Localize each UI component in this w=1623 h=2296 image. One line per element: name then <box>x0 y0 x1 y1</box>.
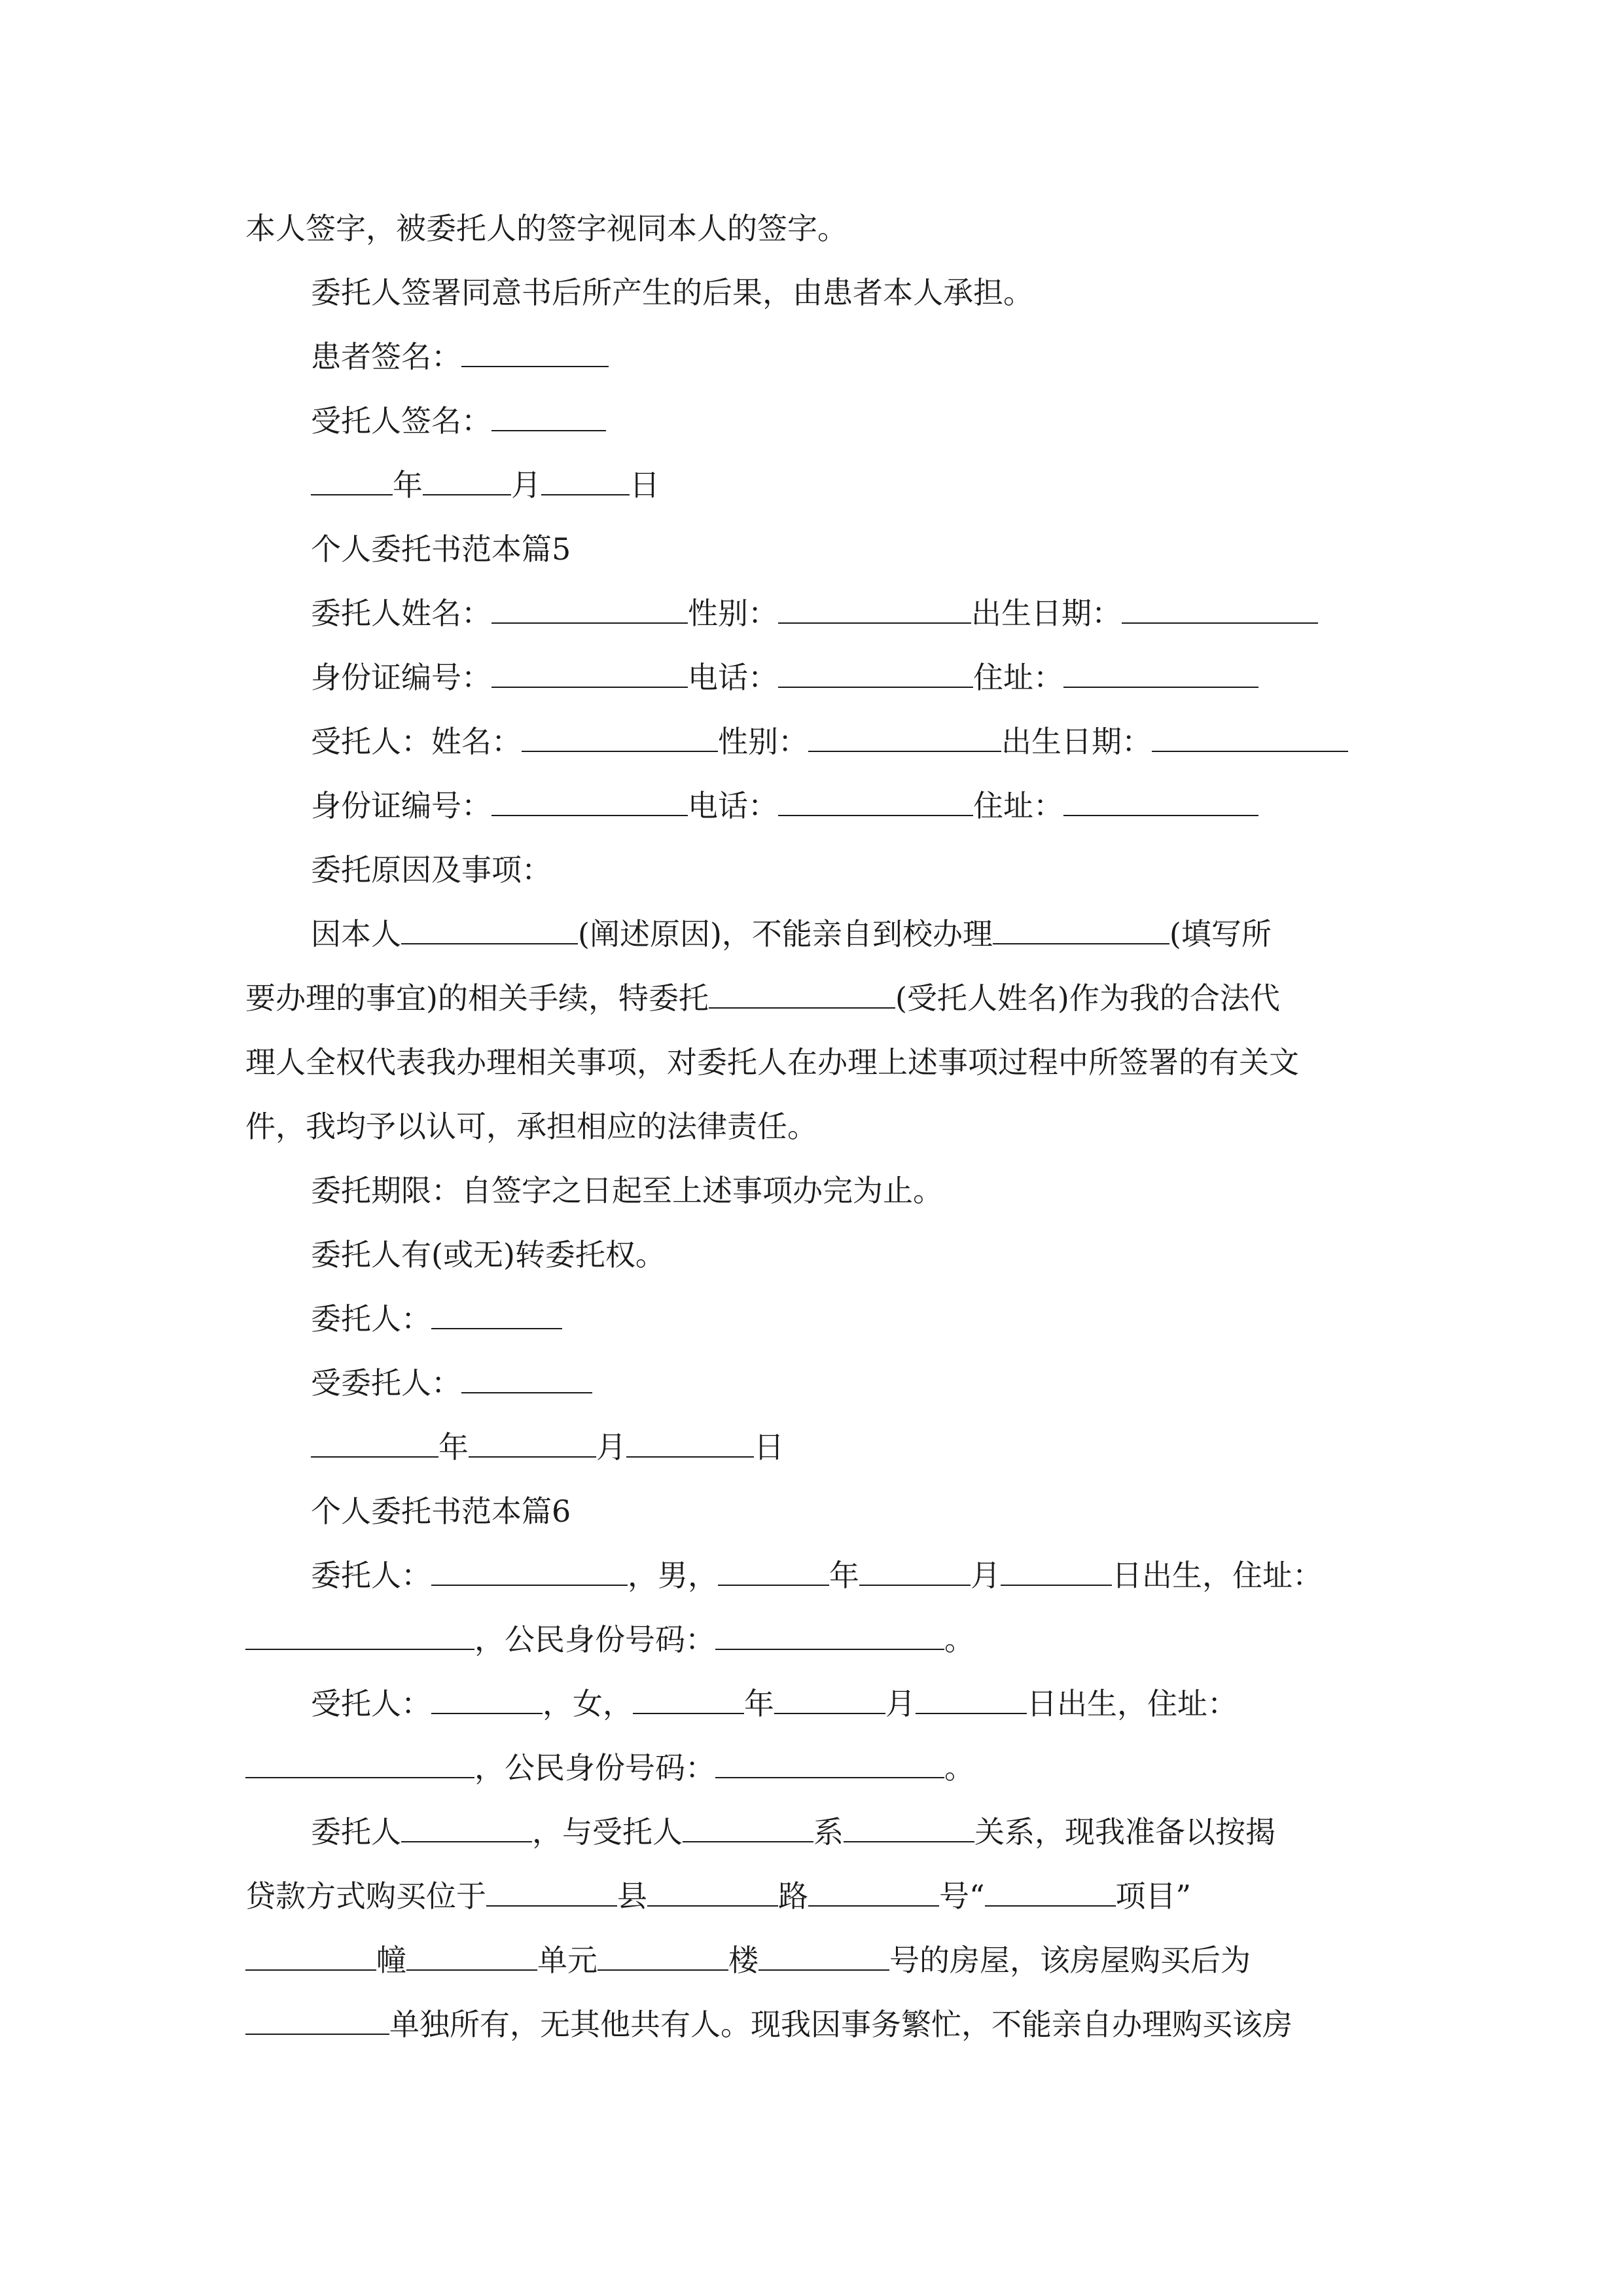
paragraph-line: 因本人 (阐述原因)，不能亲自到校办理 (填写所 <box>245 902 1384 966</box>
paragraph-line: 委托人有(或无)转委托权。 <box>311 1237 666 1272</box>
form-line: 委托人姓名： 性别： 出生日期： <box>245 581 1384 645</box>
gender-blank[interactable] <box>808 711 1001 752</box>
matter-blank[interactable] <box>993 904 1169 944</box>
agent-signature-line: 受委托人： <box>245 1351 1384 1415</box>
section-heading: 个人委托书范本篇5 <box>311 531 571 567</box>
paragraph-line: 件，我均予以认可，承担相应的法律责任。 <box>245 1109 817 1144</box>
paragraph-line: 委托原因及事项： <box>311 852 552 888</box>
year-blank[interactable] <box>311 455 393 495</box>
day-blank[interactable] <box>916 1674 1027 1714</box>
floor-blank[interactable] <box>597 1930 728 1971</box>
unit-blank[interactable] <box>406 1930 537 1971</box>
form-line: 受托人：姓名： 性别： 出生日期： <box>245 709 1384 774</box>
section-heading: 个人委托书范本篇6 <box>311 1494 571 1529</box>
id-number-blank[interactable] <box>491 776 688 816</box>
name-blank[interactable] <box>522 711 718 752</box>
signature-blank[interactable] <box>461 327 609 367</box>
phone-blank[interactable] <box>778 776 973 816</box>
birthdate-blank[interactable] <box>1122 583 1318 624</box>
paragraph-line: 委托人 ，与受托人 系 关系，现我准备以按揭 <box>245 1800 1384 1864</box>
day-blank[interactable] <box>1001 1545 1112 1586</box>
paragraph-line: 理人全权代表我办理相关事项，对委托人在办理上述事项过程中所签署的有关文 <box>245 1045 1299 1080</box>
day-blank[interactable] <box>626 1417 754 1458</box>
name-blank[interactable] <box>491 583 688 624</box>
principal-signature-line: 委托人： <box>245 1287 1384 1351</box>
day-blank[interactable] <box>541 455 630 495</box>
principal-blank[interactable] <box>401 1802 532 1842</box>
form-line: 身份证编号： 电话： 住址： <box>245 774 1384 838</box>
agent-name-blank[interactable] <box>709 968 895 1009</box>
project-blank[interactable] <box>985 1866 1116 1907</box>
form-line: 身份证编号： 电话： 住址： <box>245 645 1384 709</box>
year-blank[interactable] <box>311 1417 438 1458</box>
form-line: 委托人： ，男， 年 月 日出生，住址： <box>245 1543 1384 1607</box>
signature-blank[interactable] <box>461 1353 592 1393</box>
id-number-blank[interactable] <box>491 647 688 688</box>
year-blank[interactable] <box>718 1545 829 1586</box>
reason-blank[interactable] <box>401 904 578 944</box>
address-blank[interactable] <box>1063 647 1258 688</box>
patient-signature-line: 患者签名： <box>245 325 1384 389</box>
year-blank[interactable] <box>633 1674 744 1714</box>
owner-blank[interactable] <box>245 1994 389 2035</box>
address-blank[interactable] <box>245 1609 474 1650</box>
form-line: ，公民身份号码： 。 <box>245 1607 1384 1672</box>
principal-name-blank[interactable] <box>431 1545 628 1586</box>
room-blank[interactable] <box>758 1930 889 1971</box>
form-line: ，公民身份号码： 。 <box>245 1736 1384 1800</box>
month-blank[interactable] <box>859 1545 971 1586</box>
paragraph-line: 要办理的事宜)的相关手续，特委托 (受托人姓名)作为我的合法代 <box>245 966 1384 1030</box>
id-number-blank[interactable] <box>715 1738 944 1778</box>
agent-signature-line: 受托人签名： <box>245 389 1384 453</box>
paragraph-line: 本人签字，被委托人的签字视同本人的签字。 <box>245 211 847 246</box>
date-line: 年 月 日 <box>245 1415 1384 1479</box>
paragraph-line: 贷款方式购买位于 县 路 号“ 项目” <box>245 1864 1384 1928</box>
month-blank[interactable] <box>423 455 511 495</box>
birthdate-blank[interactable] <box>1152 711 1348 752</box>
building-blank[interactable] <box>245 1930 376 1971</box>
road-blank[interactable] <box>647 1866 778 1907</box>
date-line: 年 月 日 <box>245 453 1384 517</box>
phone-blank[interactable] <box>778 647 973 688</box>
id-number-blank[interactable] <box>715 1609 944 1650</box>
agent-blank[interactable] <box>683 1802 813 1842</box>
form-line: 受托人： ，女， 年 月 日出生，住址： <box>245 1672 1384 1736</box>
month-blank[interactable] <box>774 1674 885 1714</box>
signature-blank[interactable] <box>431 1289 562 1329</box>
number-blank[interactable] <box>808 1866 939 1907</box>
address-blank[interactable] <box>245 1738 474 1778</box>
agent-name-blank[interactable] <box>431 1674 543 1714</box>
paragraph-line: 委托人签署同意书后所产生的后果，由患者本人承担。 <box>311 275 1033 310</box>
paragraph-line: 委托期限：自签字之日起至上述事项办完为止。 <box>311 1173 943 1208</box>
county-blank[interactable] <box>486 1866 617 1907</box>
paragraph-line: 幢 单元 楼 号的房屋，该房屋购买后为 <box>245 1928 1384 1992</box>
gender-blank[interactable] <box>778 583 971 624</box>
relationship-blank[interactable] <box>844 1802 974 1842</box>
month-blank[interactable] <box>469 1417 596 1458</box>
signature-blank[interactable] <box>491 391 606 431</box>
paragraph-line: 单独所有，无其他共有人。现我因事务繁忙，不能亲自办理购买该房 <box>245 1992 1384 2056</box>
address-blank[interactable] <box>1063 776 1258 816</box>
